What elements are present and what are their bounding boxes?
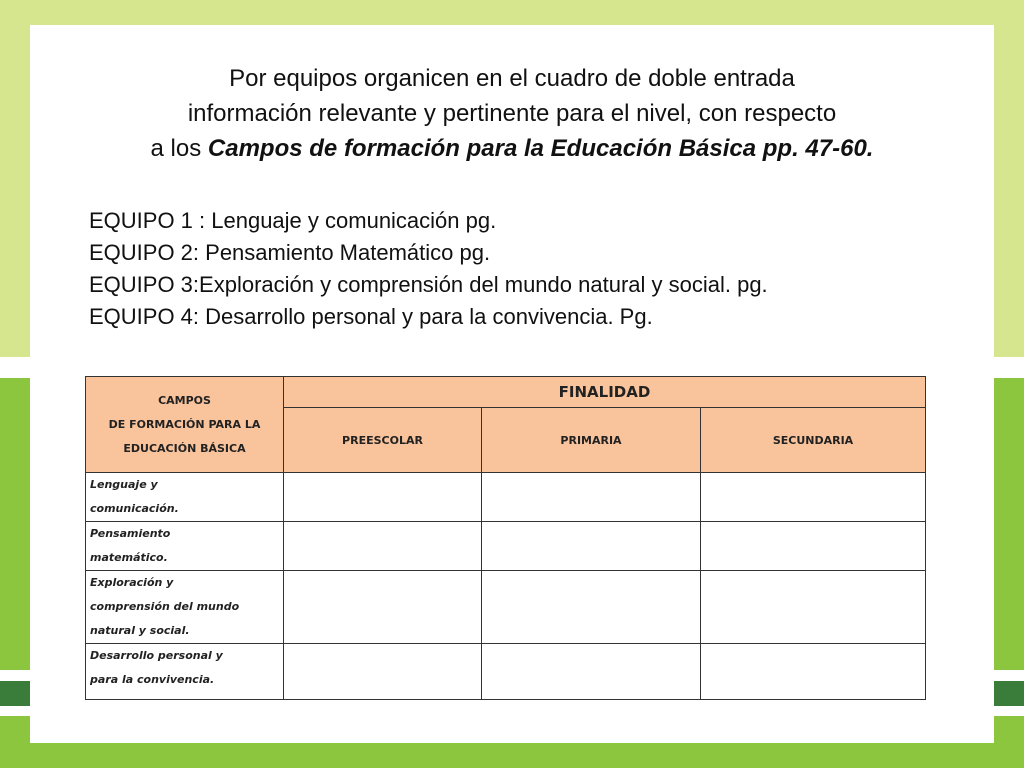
row-label-desarrollo bbox=[86, 644, 284, 700]
cell-preescolar[interactable] bbox=[284, 644, 482, 700]
equipos-list bbox=[89, 205, 768, 333]
equipo-2: EQUIPO 2: Pensamiento Matemático pg. bbox=[89, 240, 491, 265]
cell-secundaria[interactable] bbox=[701, 571, 926, 644]
cell-primaria[interactable] bbox=[482, 571, 701, 644]
header-campos-line-1: CAMPOS bbox=[158, 393, 211, 407]
row-label-pensamiento bbox=[86, 522, 284, 571]
header-campos bbox=[86, 377, 284, 473]
row-label-lenguaje bbox=[86, 473, 284, 522]
header-secundaria: SECUNDARIA bbox=[701, 408, 926, 473]
header-preescolar: PREESCOLAR bbox=[284, 408, 482, 473]
header-primaria: PRIMARIA bbox=[482, 408, 701, 473]
title-line-1: Por equipos organicen en el cuadro de doble entrada bbox=[229, 65, 795, 92]
header-campos-line-3: EDUCACIÓN BÁSICA bbox=[123, 441, 246, 455]
row-label-line: natural y social. bbox=[90, 624, 190, 637]
cell-preescolar[interactable] bbox=[284, 473, 482, 522]
header-finalidad: FINALIDAD bbox=[284, 377, 926, 408]
table-row bbox=[86, 522, 926, 571]
row-label-line: comunicación. bbox=[90, 502, 179, 515]
double-entry-table bbox=[85, 376, 926, 700]
row-label-line: Desarrollo personal y bbox=[90, 649, 223, 662]
right-frame bbox=[994, 0, 1024, 768]
cell-secundaria[interactable] bbox=[701, 522, 926, 571]
cell-primaria[interactable] bbox=[482, 522, 701, 571]
table-row bbox=[86, 571, 926, 644]
row-label-line: Lenguaje y bbox=[90, 478, 158, 491]
cell-primaria[interactable] bbox=[482, 644, 701, 700]
row-label-line: para la convivencia. bbox=[90, 673, 215, 686]
table-row bbox=[86, 644, 926, 700]
bottom-frame bbox=[30, 743, 994, 768]
slide bbox=[30, 25, 994, 743]
equipo-3: EQUIPO 3:Exploración y comprensión del mundo natural y social. pg. bbox=[89, 272, 768, 297]
title-line-3 bbox=[30, 131, 994, 166]
cell-preescolar[interactable] bbox=[284, 571, 482, 644]
table-row bbox=[86, 473, 926, 522]
cell-secundaria[interactable] bbox=[701, 644, 926, 700]
equipo-1: EQUIPO 1 : Lenguaje y comunicación pg. bbox=[89, 208, 497, 233]
left-frame bbox=[0, 0, 30, 768]
header-campos-line-2: DE FORMACIÓN PARA LA bbox=[108, 417, 261, 431]
equipo-4: EQUIPO 4: Desarrollo personal y para la convivencia. Pg. bbox=[89, 304, 653, 329]
cell-preescolar[interactable] bbox=[284, 522, 482, 571]
row-label-line: Exploración y bbox=[90, 576, 174, 589]
row-label-line: Pensamiento bbox=[90, 527, 171, 540]
row-label-exploracion bbox=[86, 571, 284, 644]
row-label-line: comprensión del mundo bbox=[90, 600, 240, 613]
slide-title bbox=[30, 61, 994, 166]
cell-primaria[interactable] bbox=[482, 473, 701, 522]
title-line-2: información relevante y pertinente para el nivel, con respecto bbox=[187, 100, 837, 127]
title-line-3-bold: Campos de formación para la Educación Básica pp. 47-60. bbox=[207, 135, 874, 162]
cell-secundaria[interactable] bbox=[701, 473, 926, 522]
top-frame bbox=[30, 0, 994, 25]
row-label-line: matemático. bbox=[90, 551, 168, 564]
title-line-3-prefix: a los bbox=[150, 135, 208, 162]
